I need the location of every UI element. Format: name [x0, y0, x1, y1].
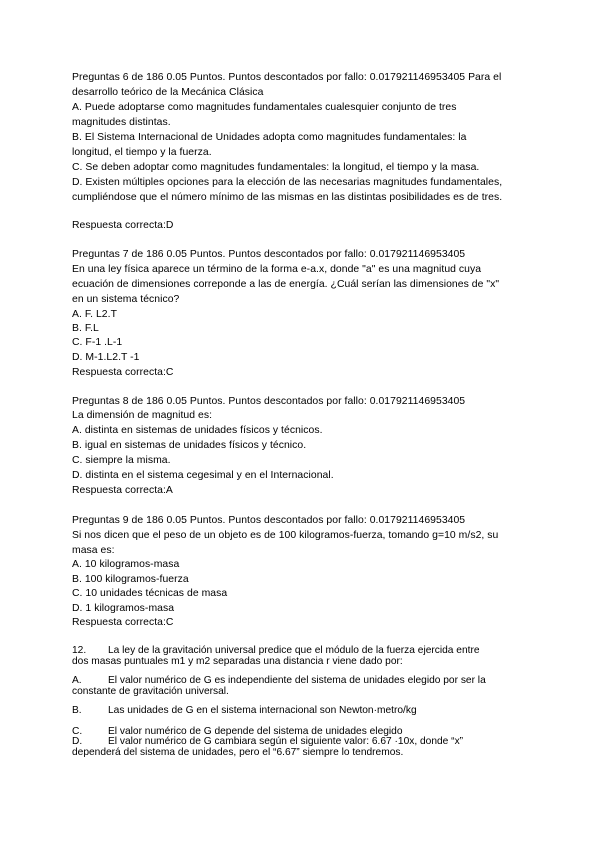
q8-header: Preguntas 8 de 186 0.05 Puntos. Puntos descontados por fallo: 0.017921146953405: [72, 396, 466, 407]
q6-answer: Respuesta correcta:D: [72, 220, 174, 231]
q7-stem-3: en un sistema técnico?: [72, 294, 180, 305]
q8-answer: Respuesta correcta:A: [72, 485, 173, 496]
q7-stem-2: ecuación de dimensiones correponde a las de energía. ¿Cuál serían las dimensiones de "x": [72, 279, 500, 290]
q9-header: Preguntas 9 de 186 0.05 Puntos. Puntos descontados por fallo: 0.017921146953405: [72, 515, 466, 526]
q12-option-d: El valor numérico de G cambiara según el siguiente valor: 6.67 ·10x, donde “x”: [108, 736, 464, 747]
q7-option-d: D. M-1.L2.T -1: [72, 352, 140, 363]
q7-stem: En una ley física aparece un término de la forma e-a.x, donde "a" es una magnitud cuya: [72, 264, 482, 275]
q9-option-b: B. 100 kilogramos-fuerza: [72, 574, 189, 585]
q6-option-b: B. El Sistema Internacional de Unidades adopta como magnitudes fundamentales: la: [72, 132, 467, 143]
q12-option-c: El valor numérico de G depende del sistema de unidades elegido: [108, 726, 403, 737]
q8-option-b: B. igual en sistemas de unidades físicos y técnico.: [72, 440, 307, 451]
q7-option-b: B. F.L: [72, 323, 99, 334]
q9-option-a: A. 10 kilogramos-masa: [72, 559, 180, 570]
q12-option-d-cont: dependerá del sistema de unidades, pero el “6.67” siempre lo tendremos.: [72, 747, 404, 758]
q9-option-d: D. 1 kilogramos-masa: [72, 603, 175, 614]
q9-option-c: C. 10 unidades técnicas de masa: [72, 588, 228, 599]
q6-stem: desarrollo teórico de la Mecánica Clásica: [72, 87, 264, 98]
q7-answer: Respuesta correcta:C: [72, 367, 174, 378]
q8-option-d: D. distinta en el sistema cegesimal y en el Internacional.: [72, 470, 334, 481]
q8-stem: La dimensión de magnitud es:: [72, 410, 213, 421]
q6-header: Preguntas 6 de 186 0.05 Puntos. Puntos descontados por fallo: 0.017921146953405 Para el: [72, 72, 502, 83]
q12-option-a-cont: constante de gravitación universal.: [72, 686, 229, 697]
q9-stem-2: masa es:: [72, 545, 115, 556]
q8-option-a: A. distinta en sistemas de unidades físicos y técnicos.: [72, 425, 323, 436]
q12-option-b: Las unidades de G en el sistema internacional son Newton·metro/kg: [108, 705, 417, 716]
q7-header: Preguntas 7 de 186 0.05 Puntos. Puntos descontados por fallo: 0.017921146953405: [72, 249, 466, 260]
q6-option-c: C. Se deben adoptar como magnitudes fundamentales: la longitud, el tiempo y la masa.: [72, 162, 480, 173]
q6-option-a-cont: magnitudes distintas.: [72, 117, 171, 128]
q12-stem-2: dos masas puntuales m1 y m2 separadas una distancia r viene dado por:: [72, 656, 403, 667]
q9-answer: Respuesta correcta:C: [72, 617, 174, 628]
q12-stem: La ley de la gravitación universal predice que el módulo de la fuerza ejercida entre: [108, 645, 480, 656]
q7-option-c: C. F-1 .L-1: [72, 337, 123, 348]
q12-option-a-label: A.: [72, 675, 82, 686]
q9-stem: Si nos dicen que el peso de un objeto es de 100 kilogramos-fuerza, tomando g=10 m/s2, su: [72, 530, 499, 541]
q12-option-c-label: C.: [72, 726, 83, 737]
q6-option-b-cont: longitud, el tiempo y la fuerza.: [72, 147, 212, 158]
q12-option-b-label: B.: [72, 705, 82, 716]
q6-option-d-cont: cumpliéndose que el número mínimo de las mismas en las distintas posibilidades es de tres.: [72, 192, 503, 203]
q12-option-a: El valor numérico de G es independiente del sistema de unidades elegido por ser la: [108, 675, 486, 686]
q7-option-a: A. F. L2.T: [72, 309, 117, 320]
q12-number: 12.: [72, 645, 87, 656]
q6-option-a: A. Puede adoptarse como magnitudes fundamentales cualesquier conjunto de tres: [72, 102, 457, 113]
q12-option-d-label: D.: [72, 736, 83, 747]
q8-option-c: C. siempre la misma.: [72, 455, 171, 466]
q6-option-d: D. Existen múltiples opciones para la elección de las necesarias magnitudes fundamentales,: [72, 177, 503, 188]
